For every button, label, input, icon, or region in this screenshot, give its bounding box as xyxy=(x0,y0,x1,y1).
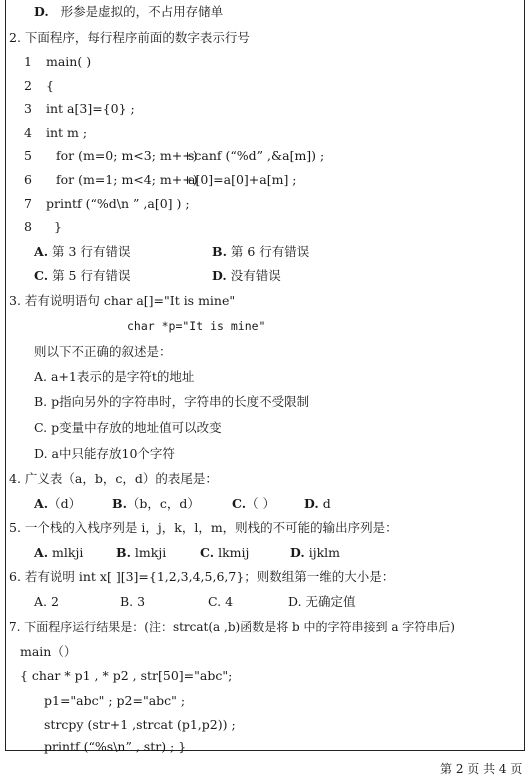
q7-code-line: strcpy (str+1 ,strcat (p1,p2)) ; xyxy=(44,717,236,732)
q2-code-line xyxy=(24,54,92,70)
q3-stem-text: 3. 若有说明语句 char a[]="It is mine" xyxy=(9,293,236,308)
option-letter: B. xyxy=(120,594,134,609)
q2-option-a xyxy=(34,244,130,260)
option-letter: C. xyxy=(232,496,247,511)
code-text: } xyxy=(54,219,62,234)
option-text: 第 3 行有错误 xyxy=(52,244,131,259)
q2-option-b xyxy=(212,244,309,260)
q3-stem xyxy=(9,293,235,309)
option-text: p指向另外的字符串时，字符串的长度不受限制 xyxy=(51,394,310,409)
option-letter: D. xyxy=(288,594,302,609)
code-text: { xyxy=(46,78,54,93)
option-letter: B. xyxy=(116,545,131,560)
code-text-2: scanf (“%d” ,&a[m]) ; xyxy=(188,148,325,163)
option-text: ijklm xyxy=(308,545,341,560)
line-number: 7 xyxy=(24,196,32,211)
option-text: a+1表示的是字符t的地址 xyxy=(51,369,195,384)
prev-option-d xyxy=(34,4,223,20)
q7-code-line: printf (“%s\n” , str) ; } xyxy=(44,739,187,754)
option-text: p变量中存放的地址值可以改变 xyxy=(51,420,222,435)
q7-code-line: p1="abc" ; p2="abc" ; xyxy=(44,693,186,708)
q3-option-c xyxy=(34,420,222,436)
option-text: 没有错误 xyxy=(230,268,281,283)
option-letter: B. xyxy=(34,394,48,409)
q2-code-line xyxy=(24,148,325,164)
q6-option-b xyxy=(120,594,145,610)
q2-code-line xyxy=(24,78,54,94)
q5-stem: 5. 一个栈的入栈序列是 i，j，k，l，m，则栈的不可能的输出序列是： xyxy=(9,520,398,535)
option-text: （d） xyxy=(48,496,82,511)
line-number: 4 xyxy=(24,125,32,140)
code-text: printf (“%d\n ” ,a[0] ) ; xyxy=(46,196,190,211)
q7-code-line: { char * p1 , * p2 , str[50]="abc"; xyxy=(20,668,233,683)
option-letter: D. xyxy=(212,268,227,283)
option-text: 3 xyxy=(137,594,146,609)
q4-stem: 4. 广义表（a，b，c，d）的表尾是： xyxy=(9,471,218,486)
line-number: 5 xyxy=(24,148,32,163)
option-letter: C. xyxy=(200,545,215,560)
option-letter: C. xyxy=(208,594,222,609)
option-letter: C. xyxy=(34,268,49,283)
line-number: 8 xyxy=(24,219,32,234)
q2-option-c xyxy=(34,268,130,284)
code-text: main( ) xyxy=(46,54,92,69)
option-text: 形参是虚拟的，不占用存储单 xyxy=(60,4,224,19)
q6-stem: 6. 若有说明 int x[ ][3]={1,2,3,4,5,6,7}；则数组第一维的大小是： xyxy=(9,569,395,584)
q3-option-a xyxy=(34,369,194,385)
q4-option-b xyxy=(112,496,200,512)
option-letter: A. xyxy=(34,244,49,259)
q3-option-d xyxy=(34,446,175,462)
option-text: d xyxy=(322,496,331,511)
q6-option-d xyxy=(288,594,356,610)
q2-code-line xyxy=(24,219,62,235)
option-letter: A. xyxy=(34,594,48,609)
code-text: for (m=1; m<4; m++) xyxy=(56,172,198,187)
option-text: 2 xyxy=(51,594,59,609)
option-text: lmkji xyxy=(134,545,167,560)
page-footer: 第 2 页 共 4 页 xyxy=(440,762,523,776)
q5-option-b xyxy=(116,545,166,561)
option-text: lkmij xyxy=(218,545,250,560)
option-letter: D. xyxy=(290,545,305,560)
q3-option-b xyxy=(34,394,309,410)
option-letter: A. xyxy=(34,496,49,511)
q3-stem-2: char *p="It is mine" xyxy=(127,319,266,333)
q3-sub: 则以下不正确的叙述是： xyxy=(34,344,172,359)
code-text: int a[3]={0} ; xyxy=(46,101,135,116)
q2-stem: 2. 下面程序，每行程序前面的数字表示行号 xyxy=(9,30,250,45)
q2-code-line xyxy=(24,196,190,212)
q7-stem: 7. 下面程序运行结果是：(注：strcat(a ,b)函数是将 b 中的字符串接到 a 字符串后) xyxy=(9,620,455,634)
option-letter: A. xyxy=(34,369,48,384)
code-text: for (m=0; m<3; m++) xyxy=(56,148,198,163)
line-number: 3 xyxy=(24,101,32,116)
q6-option-a xyxy=(34,594,59,610)
option-letter: D. xyxy=(34,4,49,19)
q5-option-a xyxy=(34,545,83,561)
option-letter: C. xyxy=(34,420,48,435)
q4-option-d xyxy=(304,496,331,512)
option-text: 第 5 行有错误 xyxy=(52,268,131,283)
q7-code-line: main（） xyxy=(20,644,77,659)
option-text: （b，c，d） xyxy=(126,496,200,511)
option-letter: B. xyxy=(212,244,227,259)
option-letter: D. xyxy=(34,446,48,461)
option-text: （ ） xyxy=(246,496,276,511)
option-text: 无确定值 xyxy=(305,594,356,609)
line-number: 2 xyxy=(24,78,32,93)
option-letter: D. xyxy=(304,496,319,511)
q2-option-d xyxy=(212,268,281,284)
q2-code-line xyxy=(24,172,297,188)
option-letter: A. xyxy=(34,545,49,560)
option-letter: B. xyxy=(112,496,127,511)
option-text: 第 6 行有错误 xyxy=(230,244,310,259)
q2-code-line xyxy=(24,101,135,117)
option-text: mlkji xyxy=(52,545,84,560)
option-text: a中只能存放10个字符 xyxy=(51,446,175,461)
code-text-2: a[0]=a[0]+a[m] ; xyxy=(188,172,297,187)
option-text: 4 xyxy=(225,594,234,609)
line-number: 6 xyxy=(24,172,32,187)
q5-option-c xyxy=(200,545,249,561)
code-text: int m ; xyxy=(46,125,88,140)
q2-code-line xyxy=(24,125,88,141)
line-number: 1 xyxy=(24,54,32,69)
q6-option-c xyxy=(208,594,233,610)
q4-option-c xyxy=(232,496,275,512)
q5-option-d xyxy=(290,545,340,561)
q4-option-a xyxy=(34,496,81,512)
